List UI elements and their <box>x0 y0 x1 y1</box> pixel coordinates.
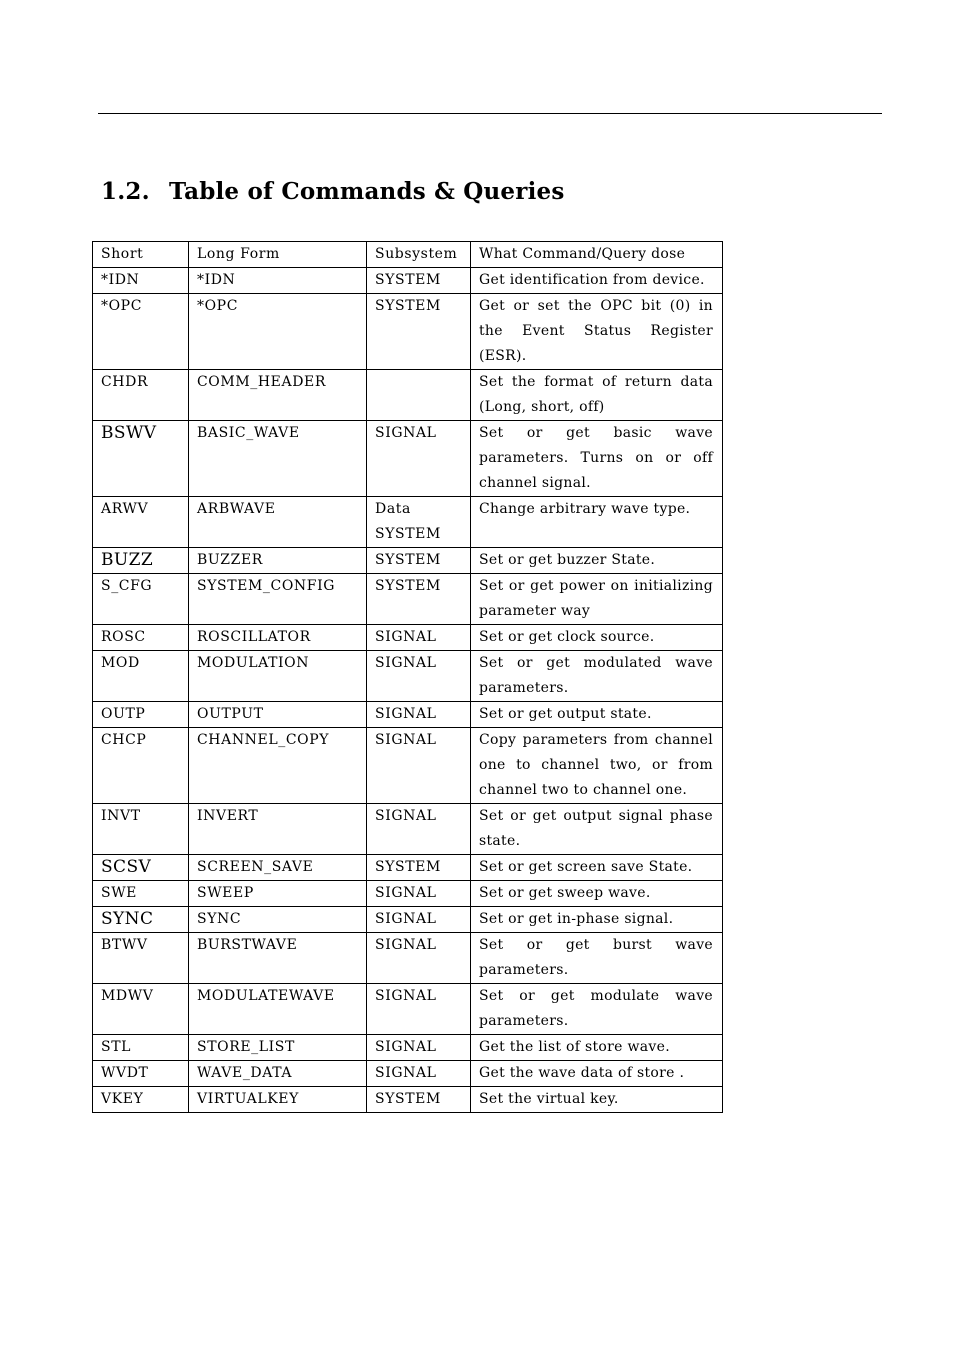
cell-subsystem: SIGNAL <box>367 984 471 1035</box>
cell-short: BSWV <box>93 421 189 497</box>
table-row <box>93 933 723 984</box>
cell-subsystem: SYSTEM <box>367 574 471 625</box>
table-row <box>93 984 723 1035</box>
cell-short: WVDT <box>93 1061 189 1087</box>
cell-description: Set or get sweep wave. <box>471 881 723 907</box>
cell-short: SWE <box>93 881 189 907</box>
table-row <box>93 907 723 933</box>
cell-long: STORE_LIST <box>189 1035 367 1061</box>
table-row <box>93 702 723 728</box>
table-row <box>93 728 723 804</box>
table-row <box>93 804 723 855</box>
cell-description: Change arbitrary wave type. <box>471 497 723 548</box>
cell-subsystem: SYSTEM <box>367 548 471 574</box>
table-row <box>93 1087 723 1113</box>
cell-subsystem: SIGNAL <box>367 1035 471 1061</box>
header-description: What Command/Query dose <box>471 242 723 268</box>
cell-short: BUZZ <box>93 548 189 574</box>
cell-description: Set or get modulated wave parameters. <box>471 651 723 702</box>
section-title: Table of Commands & Queries <box>169 178 565 205</box>
cell-description: Copy parameters from channel one to channel two, or from channel two to channel one. <box>471 728 723 804</box>
cell-long: INVERT <box>189 804 367 855</box>
cell-description: Set the virtual key. <box>471 1087 723 1113</box>
cell-description: Set or get output state. <box>471 702 723 728</box>
header-short: Short <box>93 242 189 268</box>
table-body <box>93 268 723 1113</box>
cell-subsystem: SIGNAL <box>367 804 471 855</box>
cell-long: ARBWAVE <box>189 497 367 548</box>
cell-long: BUZZER <box>189 548 367 574</box>
cell-description: Get identification from device. <box>471 268 723 294</box>
cell-description: Set or get modulate wave parameters. <box>471 984 723 1035</box>
cell-short: SYNC <box>93 907 189 933</box>
cell-short: *IDN <box>93 268 189 294</box>
cell-short: SCSV <box>93 855 189 881</box>
table-row <box>93 625 723 651</box>
cell-description: Get the wave data of store . <box>471 1061 723 1087</box>
cell-subsystem: SIGNAL <box>367 728 471 804</box>
cell-short: *OPC <box>93 294 189 370</box>
cell-short: ROSC <box>93 625 189 651</box>
cell-subsystem: SYSTEM <box>367 855 471 881</box>
cell-description: Set or get power on initializing parameter way <box>471 574 723 625</box>
cell-subsystem: SIGNAL <box>367 625 471 651</box>
cell-short: CHCP <box>93 728 189 804</box>
cell-description: Set or get burst wave parameters. <box>471 933 723 984</box>
cell-description: Set or get basic wave parameters. Turns on or off channel signal. <box>471 421 723 497</box>
cell-subsystem: SIGNAL <box>367 907 471 933</box>
cell-description: Get or set the OPC bit (0) in the Event Status Register (ESR). <box>471 294 723 370</box>
cell-long: WAVE_DATA <box>189 1061 367 1087</box>
cell-long: OUTPUT <box>189 702 367 728</box>
cell-short: OUTP <box>93 702 189 728</box>
cell-short: MDWV <box>93 984 189 1035</box>
cell-subsystem: SIGNAL <box>367 881 471 907</box>
table-row <box>93 1035 723 1061</box>
cell-long: MODULATION <box>189 651 367 702</box>
cell-subsystem: Data SYSTEM <box>367 497 471 548</box>
cell-short: CHDR <box>93 370 189 421</box>
cell-description: Set or get buzzer State. <box>471 548 723 574</box>
table-row <box>93 881 723 907</box>
cell-long: *OPC <box>189 294 367 370</box>
cell-short: INVT <box>93 804 189 855</box>
section-number: 1.2. <box>101 178 150 205</box>
header-subsystem: Subsystem <box>367 242 471 268</box>
table-row <box>93 294 723 370</box>
cell-long: BURSTWAVE <box>189 933 367 984</box>
header-long-form: Long Form <box>189 242 367 268</box>
cell-subsystem: SIGNAL <box>367 933 471 984</box>
table-row <box>93 268 723 294</box>
cell-description: Get the list of store wave. <box>471 1035 723 1061</box>
cell-subsystem: SIGNAL <box>367 1061 471 1087</box>
cell-short: STL <box>93 1035 189 1061</box>
cell-long: CHANNEL_COPY <box>189 728 367 804</box>
cell-long: SYNC <box>189 907 367 933</box>
cell-description: Set or get clock source. <box>471 625 723 651</box>
table-header-row <box>93 242 723 268</box>
cell-description: Set the format of return data (Long, short, off) <box>471 370 723 421</box>
cell-subsystem: SYSTEM <box>367 294 471 370</box>
table-row <box>93 651 723 702</box>
cell-short: MOD <box>93 651 189 702</box>
cell-long: SYSTEM_CONFIG <box>189 574 367 625</box>
table-row <box>93 574 723 625</box>
cell-short: VKEY <box>93 1087 189 1113</box>
cell-subsystem: SIGNAL <box>367 651 471 702</box>
section-heading <box>101 178 565 205</box>
commands-table <box>92 241 723 1113</box>
cell-subsystem: SYSTEM <box>367 1087 471 1113</box>
cell-short: ARWV <box>93 497 189 548</box>
cell-long: ROSCILLATOR <box>189 625 367 651</box>
cell-subsystem <box>367 370 471 421</box>
cell-long: BASIC_WAVE <box>189 421 367 497</box>
cell-description: Set or get output signal phase state. <box>471 804 723 855</box>
cell-subsystem: SIGNAL <box>367 702 471 728</box>
table-row <box>93 855 723 881</box>
cell-description: Set or get in-phase signal. <box>471 907 723 933</box>
cell-long: COMM_HEADER <box>189 370 367 421</box>
cell-long: SCREEN_SAVE <box>189 855 367 881</box>
cell-description: Set or get screen save State. <box>471 855 723 881</box>
cell-short: S_CFG <box>93 574 189 625</box>
table-row <box>93 370 723 421</box>
cell-subsystem: SYSTEM <box>367 268 471 294</box>
table-row <box>93 497 723 548</box>
cell-short: BTWV <box>93 933 189 984</box>
table-row <box>93 1061 723 1087</box>
cell-long: SWEEP <box>189 881 367 907</box>
table-row <box>93 421 723 497</box>
cell-long: *IDN <box>189 268 367 294</box>
header-rule <box>98 113 882 114</box>
cell-long: MODULATEWAVE <box>189 984 367 1035</box>
cell-long: VIRTUALKEY <box>189 1087 367 1113</box>
table-row <box>93 548 723 574</box>
cell-subsystem: SIGNAL <box>367 421 471 497</box>
